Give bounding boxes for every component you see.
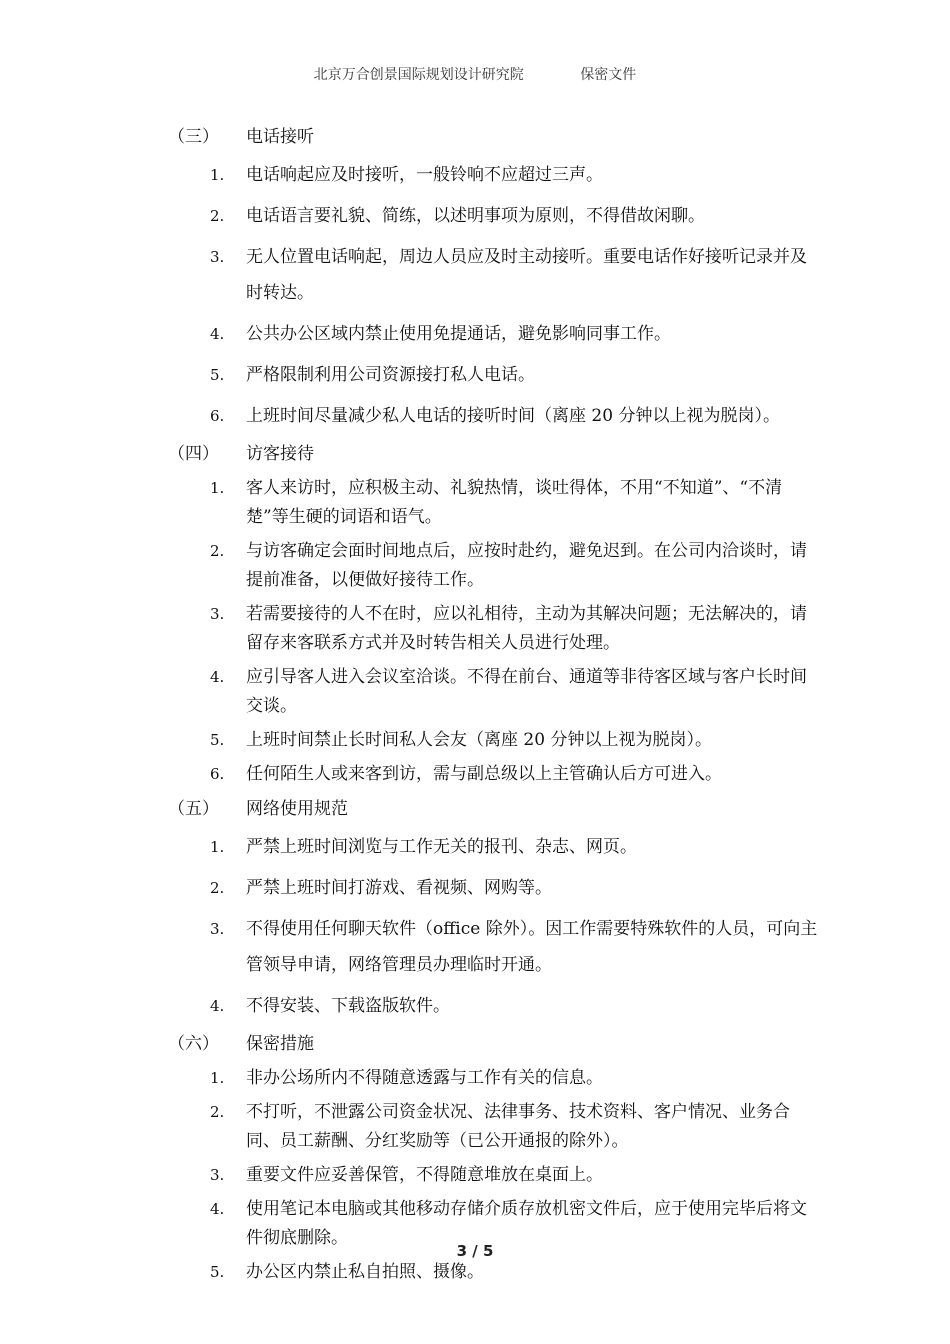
list-item-number: 6. (210, 765, 225, 783)
list-item (168, 398, 818, 434)
list-item (168, 157, 818, 193)
list-item-text: 电话语言要礼貌、简练，以述明事项为原则，不得借故闲聊。 (246, 206, 705, 226)
list-item-number: 1. (210, 838, 225, 856)
section-heading (168, 439, 818, 469)
list-item-number: 2. (210, 207, 225, 225)
list-item-text: 应引导客人进入会议室洽谈。不得在前台、通道等非待客区域与客户长时间交谈。 (246, 667, 807, 716)
list-item-text: 使用笔记本电脑或其他移动存储介质存放机密文件后，应于使用完毕后将文件彻底删除。 (246, 1199, 807, 1248)
section-number: （三） (168, 127, 219, 147)
list-item-number: 4. (210, 325, 225, 343)
section-heading (168, 1029, 818, 1059)
section-number: （六） (168, 1034, 219, 1054)
section-number: （四） (168, 444, 219, 464)
list-item-number: 5. (210, 366, 225, 384)
list-item (168, 1258, 818, 1287)
section-title: 保密措施 (246, 1034, 314, 1054)
list-item-number: 1. (210, 166, 225, 184)
page-number: 3 / 5 (456, 1242, 494, 1260)
list-item-number: 3. (210, 605, 225, 623)
list-item-number: 3. (210, 248, 225, 266)
list-item-number: 2. (210, 542, 225, 560)
list-item-text: 严禁上班时间打游戏、看视频、网购等。 (246, 878, 552, 898)
list-item (168, 600, 818, 658)
list-item-number: 4. (210, 1200, 225, 1218)
list-item-text: 电话响起应及时接听，一般铃响不应超过三声。 (246, 165, 603, 185)
list-item-text: 严禁上班时间浏览与工作无关的报刊、杂志、网页。 (246, 837, 637, 857)
section-title: 访客接待 (246, 444, 314, 464)
list-item (168, 911, 818, 983)
list-item-text: 重要文件应妥善保管，不得随意堆放在桌面上。 (246, 1165, 603, 1185)
header-confidential-label: 保密文件 (580, 67, 637, 83)
list-item-text: 若需要接待的人不在时，应以礼相待，主动为其解决问题；无法解决的，请留存来客联系方式并及时转告相关人员进行处理。 (246, 604, 807, 653)
list-item (168, 663, 818, 721)
list-item-number: 1. (210, 1069, 225, 1087)
list-item (168, 474, 818, 532)
list-item (168, 870, 818, 906)
list-item-number: 2. (210, 1103, 225, 1121)
list-item-number: 4. (210, 997, 225, 1015)
section-heading (168, 794, 818, 824)
list-item-text: 不打听，不泄露公司资金状况、法律事务、技术资料、客户情况、业务合同、员工薪酬、分红奖励等（已公开通报的除外）。 (246, 1102, 790, 1151)
list-item (168, 1161, 818, 1190)
list-item-number: 3. (210, 920, 225, 938)
list-item-text: 公共办公区域内禁止使用免提通话，避免影响同事工作。 (246, 324, 671, 344)
list-item-text: 客人来访时，应积极主动、礼貌热情，谈吐得体，不用“不知道”、“不清楚”等生硬的词语和语气。 (246, 478, 783, 527)
list-item (168, 988, 818, 1024)
list-item (168, 537, 818, 595)
list-item (168, 1064, 818, 1093)
list-item-number: 6. (210, 407, 225, 425)
section-title: 电话接听 (246, 127, 314, 147)
list-item-number: 5. (210, 1263, 225, 1281)
list-item-text: 上班时间禁止长时间私人会友（离座 20 分钟以上视为脱岗）。 (246, 730, 712, 750)
section-heading (168, 122, 818, 152)
list-item (168, 760, 818, 789)
list-item (168, 1098, 818, 1156)
document-body (168, 120, 818, 1292)
list-item-text: 无人位置电话响起，周边人员应及时主动接听。重要电话作好接听记录并及时转达。 (246, 247, 807, 303)
list-item-number: 2. (210, 879, 225, 897)
list-item-text: 不得使用任何聊天软件（office 除外）。因工作需要特殊软件的人员，可向主管领导申请，网络管理员办理临时开通。 (246, 919, 818, 975)
list-item-number: 4. (210, 668, 225, 686)
list-item (168, 726, 818, 755)
list-item-number: 1. (210, 479, 225, 497)
list-item-text: 与访客确定会面时间地点后，应按时赴约，避免迟到。在公司内洽谈时，请提前准备，以便做好接待工作。 (246, 541, 807, 590)
header-organization: 北京万合创景国际规划设计研究院 (313, 67, 524, 83)
list-item-text: 非办公场所内不得随意透露与工作有关的信息。 (246, 1068, 603, 1088)
list-item (168, 198, 818, 234)
list-item (168, 357, 818, 393)
list-item-number: 3. (210, 1166, 225, 1184)
list-item-text: 不得安装、下载盗版软件。 (246, 996, 450, 1016)
list-item-text: 办公区内禁止私自拍照、摄像。 (246, 1262, 484, 1282)
list-item (168, 239, 818, 311)
section-title: 网络使用规范 (246, 799, 348, 819)
list-item-text: 上班时间尽量减少私人电话的接听时间（离座 20 分钟以上视为脱岗）。 (246, 406, 780, 426)
list-item (168, 316, 818, 352)
list-item (168, 829, 818, 865)
list-item-number: 5. (210, 731, 225, 749)
list-item-text: 严格限制利用公司资源接打私人电话。 (246, 365, 535, 385)
page-header (0, 64, 950, 84)
section-number: （五） (168, 799, 219, 819)
list-item-text: 任何陌生人或来客到访，需与副总级以上主管确认后方可进入。 (246, 764, 722, 784)
